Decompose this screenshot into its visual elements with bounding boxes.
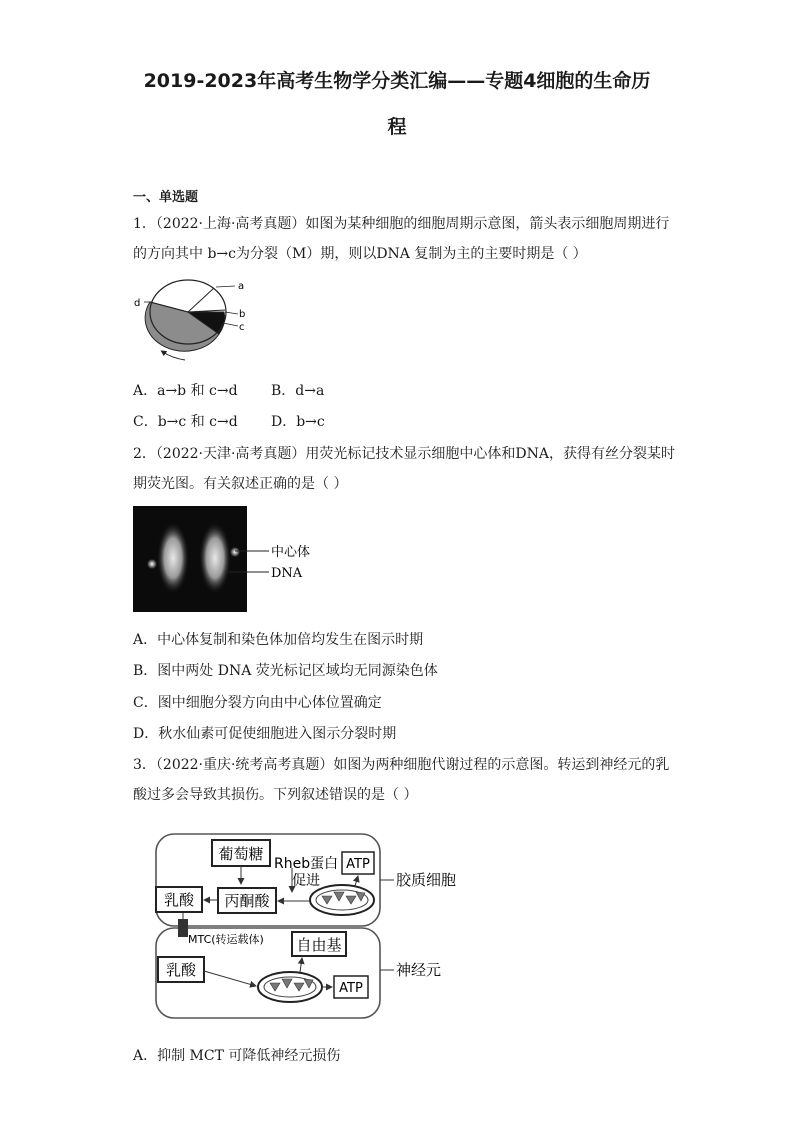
q2-fluorescence-figure: [133, 506, 313, 614]
glucose-label: 葡萄糖: [218, 845, 264, 863]
q1-label-a: a: [238, 281, 245, 292]
q1-cell-cycle-figure: [130, 272, 260, 372]
q3-option-a[interactable]: A．抑制 MCT 可降低神经元损伤: [133, 1048, 341, 1064]
centrosome-right: [230, 547, 240, 557]
promote-label: 促进: [292, 873, 320, 889]
pyruvate-label: 丙酮酸: [224, 892, 270, 910]
document-title-line2: 程: [387, 116, 407, 138]
q1-stem-line1: 1．（2022·上海·高考真题）如图为某种细胞的细胞周期示意图，箭头表示细胞周期进行: [133, 216, 670, 232]
glial-cell-label: 胶质细胞: [396, 871, 457, 889]
q2-label-dna: DNA: [271, 566, 303, 581]
q1-label-d: d: [134, 298, 141, 309]
mct-label: MTC(转运载体): [188, 933, 264, 946]
lactate-top-label: 乳酸: [163, 891, 195, 909]
q2-label-centrosome: 中心体: [271, 545, 311, 560]
q3-stem-line2: 酸过多会导致其损伤。下列叙述错误的是（ ）: [133, 787, 418, 803]
atp-top-label: ATP: [346, 857, 370, 872]
atp-bottom-label: ATP: [339, 981, 363, 996]
q2-stem-line2: 期荧光图。有关叙述正确的是（ ）: [133, 476, 348, 492]
q2-option-c[interactable]: C．图中细胞分裂方向由中心体位置确定: [133, 695, 382, 711]
rheb-label: Rheb蛋白: [274, 856, 339, 872]
q1-label-b: b: [239, 309, 246, 320]
neuron-label: 神经元: [396, 961, 442, 979]
dna-region-right: [199, 522, 231, 594]
q2-option-a[interactable]: A．中心体复制和染色体加倍均发生在图示时期: [133, 632, 424, 648]
q1-option-d[interactable]: D．b→c: [271, 414, 325, 430]
q1-label-c: c: [239, 322, 245, 333]
cycle-direction-arrow: [163, 352, 185, 360]
document-title-line1: 2019-2023年高考生物学分类汇编——专题4细胞的生命历: [143, 70, 651, 92]
mct-transporter: [178, 919, 188, 937]
q2-stem-line1: 2．（2022·天津·高考真题）用荧光标记技术显示细胞中心体和DNA，获得有丝分裂某时: [133, 446, 676, 462]
centrosome-left: [147, 559, 157, 569]
q3-stem-line1: 3．（2022·重庆·统考高考真题）如图为两种细胞代谢过程的示意图。转运到神经元的乳: [133, 757, 670, 773]
q1-option-a[interactable]: A．a→b 和 c→d: [133, 383, 238, 399]
q3-metabolism-figure: [150, 830, 480, 1025]
q1-stem-line2: 的方向其中 b→c为分裂（M）期，则以DNA 复制为主的主要时期是（ ）: [133, 246, 587, 262]
free-radical-label: 自由基: [296, 936, 342, 954]
q1-option-b[interactable]: B．d→a: [271, 383, 325, 399]
dna-region-left: [157, 522, 189, 594]
q1-option-c[interactable]: C．b→c 和 c→d: [133, 414, 238, 430]
section-heading: 一、单选题: [133, 190, 199, 205]
q2-option-b[interactable]: B．图中两处 DNA 荧光标记区域均无同源染色体: [133, 663, 438, 679]
lactate-bottom-label: 乳酸: [165, 961, 197, 979]
q2-option-d[interactable]: D．秋水仙素可促使细胞进入图示分裂时期: [133, 726, 397, 742]
